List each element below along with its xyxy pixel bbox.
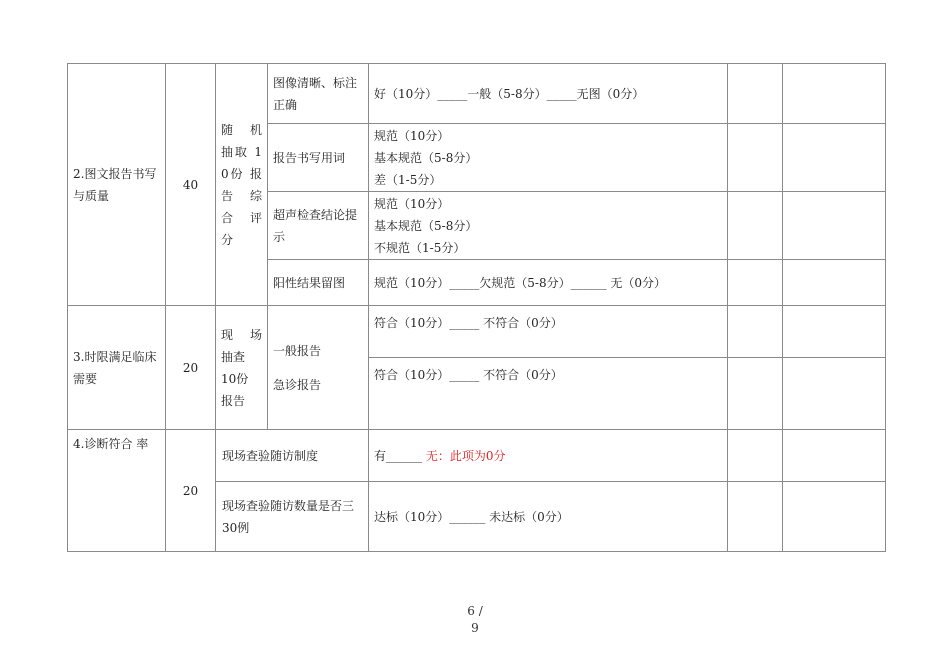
blank-cell	[783, 482, 886, 552]
blank-cell	[728, 306, 783, 358]
criterion-name: 报告书写用词	[268, 124, 369, 192]
criterion-standard: 达标（10分）______ 未达标（0分）	[369, 482, 728, 552]
criterion-standard: 规范（10分） 基本规范（5-8分） 不规范（1-5分）	[369, 192, 728, 260]
criterion-name: 现场查验随访制度	[216, 430, 369, 482]
blank-cell	[783, 358, 886, 430]
criterion-standard: 有______ 无：此项为0分	[369, 430, 728, 482]
table-row	[68, 430, 886, 482]
criterion-name: 超声检查结论提示	[268, 192, 369, 260]
blank-cell	[728, 260, 783, 306]
criterion-name: 图像清晰、标注正确	[268, 64, 369, 124]
item-name: 4.诊断符合 率	[68, 430, 166, 552]
criterion-standard: 规范（10分） 基本规范（5-8分） 差（1-5分）	[369, 124, 728, 192]
evaluation-table	[67, 63, 886, 552]
evaluation-method: 随 机 抽取 1 0份 报 告 综 合 评 分	[216, 64, 268, 306]
criterion-standard: 符合（10分）_____ 不符合（0分）	[369, 358, 728, 430]
item-name: 2.图文报告书写与质量	[68, 64, 166, 306]
criterion-name: 阳性结果留图	[268, 260, 369, 306]
criterion-name: 一般报告 急诊报告	[268, 306, 369, 430]
page-total: 9	[471, 621, 479, 635]
blank-cell	[728, 430, 783, 482]
blank-cell	[783, 260, 886, 306]
evaluation-method: 现 场 抽查 10份 报告	[216, 306, 268, 430]
criterion-name: 现场查验随访数量是否三30例	[216, 482, 369, 552]
criterion-standard: 符合（10分）_____ 不符合（0分）	[369, 306, 728, 358]
blank-cell	[728, 358, 783, 430]
blank-cell	[783, 306, 886, 358]
blank-cell	[783, 64, 886, 124]
item-score: 40	[166, 64, 216, 306]
blank-cell	[728, 482, 783, 552]
red-note: 无：此项为0分	[425, 448, 506, 463]
item-name: 3.时限满足临床需要	[68, 306, 166, 430]
blank-cell	[728, 192, 783, 260]
table-row	[68, 306, 886, 358]
blank-cell	[783, 192, 886, 260]
criterion-standard: 规范（10分）_____欠规范（5-8分）______ 无（0分）	[369, 260, 728, 306]
table-row	[68, 64, 886, 124]
item-score: 20	[166, 306, 216, 430]
blank-cell	[783, 430, 886, 482]
item-score: 20	[166, 430, 216, 552]
page-number: 6 /	[467, 604, 483, 618]
blank-cell	[728, 124, 783, 192]
blank-cell	[728, 64, 783, 124]
blank-cell	[783, 124, 886, 192]
criterion-standard: 好（10分）_____一般（5-8分）_____无图（0分）	[369, 64, 728, 124]
